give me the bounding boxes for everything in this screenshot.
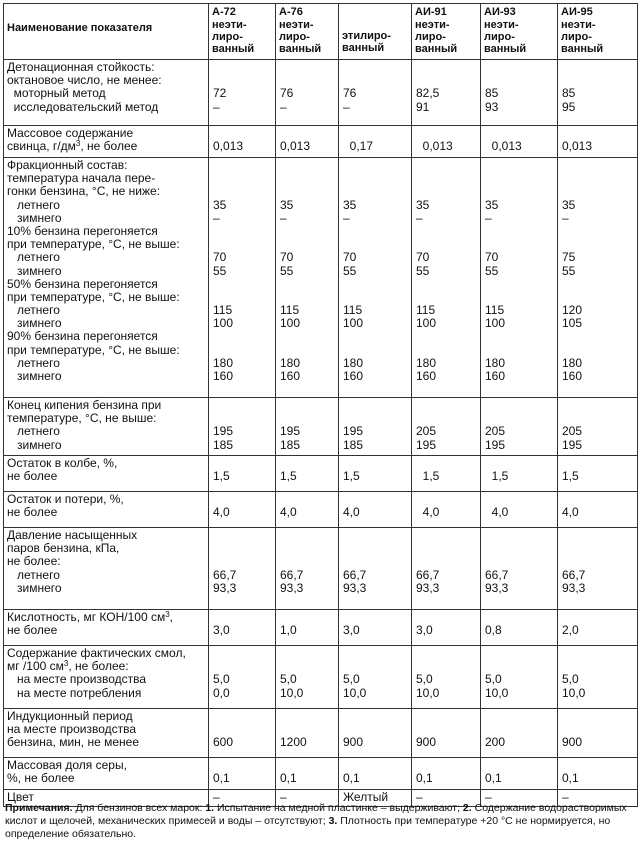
- cell-value: 66,7 93,3: [209, 528, 276, 610]
- cell-value: 72 –: [209, 60, 276, 126]
- cell-value: 66,7 93,3: [339, 528, 412, 610]
- cell-value: 2,0: [558, 610, 638, 646]
- cell-value: –: [412, 790, 481, 807]
- cell-value: 0,1: [339, 758, 412, 790]
- row-label: Фракционный состав: температура начала пере- гонки бензина, °С, не ниже: летнего зимнего 10% бензина перегоняется при температуре, °С, не выше: летнего зимнего 50% бензина перегоняется при температуре, °С, не выше: летнего зимнего 90% бензина перегоняется при температуре, °С, не выше: летнего зимнего: [4, 158, 209, 398]
- cell-value: 76 –: [339, 60, 412, 126]
- cell-value: 5,0 10,0: [276, 646, 339, 709]
- cell-value: 900: [558, 709, 638, 758]
- cell-value: 1,5: [558, 456, 638, 492]
- table-row-sulfur: [4, 758, 638, 790]
- cell-value: 1,5: [481, 456, 558, 492]
- cell-value: 200: [481, 709, 558, 758]
- header-a76: А-76 неэти- лиро- ванный: [276, 4, 339, 60]
- row-label: Остаток и потери, %, не более: [4, 492, 209, 528]
- cell-value: 0,013: [558, 126, 638, 158]
- row-label: Массовое содержание свинца, $г/дм^3$, не более: [4, 126, 209, 158]
- cell-value: –: [209, 790, 276, 807]
- cell-value: 4,0: [339, 492, 412, 528]
- cell-value: 0,013: [209, 126, 276, 158]
- cell-value: 0,8: [481, 610, 558, 646]
- table-row-gums: [4, 646, 638, 709]
- cell-value: 0,013: [276, 126, 339, 158]
- cell-value: 66,7 93,3: [558, 528, 638, 610]
- cell-value: 0,17: [339, 126, 412, 158]
- footnote: Примечания. Для бензинов всех марок: 1. Испытание на медной пластинке – выдерживают; 2. Содержание водорастворимых кислот и щелочей, механических примесей и воды – отсутствуют; 3. Плотность при температуре +20 °С не нормируется, но определение обязательно.: [5, 802, 627, 840]
- header-name: Наименование показателя: [4, 4, 209, 60]
- cell-value: 205 195: [558, 398, 638, 456]
- gasoline-specs-table: [3, 3, 638, 807]
- table-row-lead: [4, 126, 638, 158]
- cell-value: –: [276, 790, 339, 807]
- table-row-knock: [4, 60, 638, 126]
- row-label: Конец кипения бензина при температуре, °С, не выше: летнего зимнего: [4, 398, 209, 456]
- cell-value: Желтый: [339, 790, 412, 807]
- cell-value: 0,013: [412, 126, 481, 158]
- table-row-losses: [4, 492, 638, 528]
- cell-value: 35 – 70 55 115 100 180 160: [481, 158, 558, 398]
- row-label: Детонационная стойкость: октановое число, не менее: моторный метод исследовательский метод: [4, 60, 209, 126]
- cell-value: 1,5: [412, 456, 481, 492]
- cell-value: 3,0: [412, 610, 481, 646]
- cell-value: 195 185: [209, 398, 276, 456]
- cell-value: 35 – 70 55 115 100 180 160: [412, 158, 481, 398]
- cell-value: 5,0 10,0: [412, 646, 481, 709]
- row-label: Массовая доля серы, %, не более: [4, 758, 209, 790]
- row-label: Кислотность, мг КОН/100 $см^3$, не более: [4, 610, 209, 646]
- cell-value: 1,5: [339, 456, 412, 492]
- header-ai91: АИ-91 неэти- лиро- ванный: [412, 4, 481, 60]
- cell-value: 66,7 93,3: [481, 528, 558, 610]
- table-row-fraction: [4, 158, 638, 398]
- cell-value: 195 185: [276, 398, 339, 456]
- cell-value: 35 – 70 55 115 100 180 160: [339, 158, 412, 398]
- table-row-residue: [4, 456, 638, 492]
- table-row-endboil: [4, 398, 638, 456]
- cell-value: 205 195: [481, 398, 558, 456]
- cell-value: 35 – 70 55 115 100 180 160: [209, 158, 276, 398]
- cell-value: 1,5: [276, 456, 339, 492]
- row-label: Давление насыщенных паров бензина, кПа, не более: летнего зимнего: [4, 528, 209, 610]
- cell-value: 5,0 10,0: [558, 646, 638, 709]
- cell-value: 4,0: [481, 492, 558, 528]
- cell-value: 5,0 10,0: [481, 646, 558, 709]
- cell-value: 66,7 93,3: [412, 528, 481, 610]
- cell-value: 0,1: [558, 758, 638, 790]
- cell-value: 1,5: [209, 456, 276, 492]
- row-label: Остаток в колбе, %, не более: [4, 456, 209, 492]
- cell-value: 900: [412, 709, 481, 758]
- cell-value: 1200: [276, 709, 339, 758]
- cell-value: 195 185: [339, 398, 412, 456]
- header-a72: А-72 неэти- лиро- ванный: [209, 4, 276, 60]
- row-label: Индукционный период на месте производства бензина, мин, не менее: [4, 709, 209, 758]
- cell-value: 3,0: [209, 610, 276, 646]
- cell-value: 35 – 70 55 115 100 180 160: [276, 158, 339, 398]
- cell-value: 0,1: [276, 758, 339, 790]
- cell-value: 900: [339, 709, 412, 758]
- cell-value: 600: [209, 709, 276, 758]
- cell-value: 205 195: [412, 398, 481, 456]
- cell-value: 0,1: [481, 758, 558, 790]
- cell-value: 76 –: [276, 60, 339, 126]
- cell-value: 4,0: [209, 492, 276, 528]
- header-ai93: АИ-93 неэти- лиро- ванный: [481, 4, 558, 60]
- header-row: [4, 4, 638, 60]
- cell-value: 1,0: [276, 610, 339, 646]
- cell-value: 4,0: [412, 492, 481, 528]
- cell-value: 0,013: [481, 126, 558, 158]
- cell-value: –: [558, 790, 638, 807]
- cell-value: 4,0: [558, 492, 638, 528]
- header-a76-ethyl: этилиро-ванный: [339, 4, 412, 60]
- cell-value: 0,1: [412, 758, 481, 790]
- cell-value: 5,0 10,0: [339, 646, 412, 709]
- cell-value: 5,0 0,0: [209, 646, 276, 709]
- cell-value: 0,1: [209, 758, 276, 790]
- cell-value: 3,0: [339, 610, 412, 646]
- row-label: Цвет: [4, 790, 209, 807]
- cell-value: 4,0: [276, 492, 339, 528]
- cell-value: 85 95: [558, 60, 638, 126]
- table-row-vapor: [4, 528, 638, 610]
- row-label: Содержание фактических смол, мг /100 $см^3$, не более: на месте производства на месте потребления: [4, 646, 209, 709]
- table-row-acidity: [4, 610, 638, 646]
- cell-value: 85 93: [481, 60, 558, 126]
- cell-value: 66,7 93,3: [276, 528, 339, 610]
- cell-value: 35 – 75 55 120 105 180 160: [558, 158, 638, 398]
- header-ai95: АИ-95 неэти- лиро- ванный: [558, 4, 638, 60]
- cell-value: 82,5 91: [412, 60, 481, 126]
- table-row-induction: [4, 709, 638, 758]
- cell-value: –: [481, 790, 558, 807]
